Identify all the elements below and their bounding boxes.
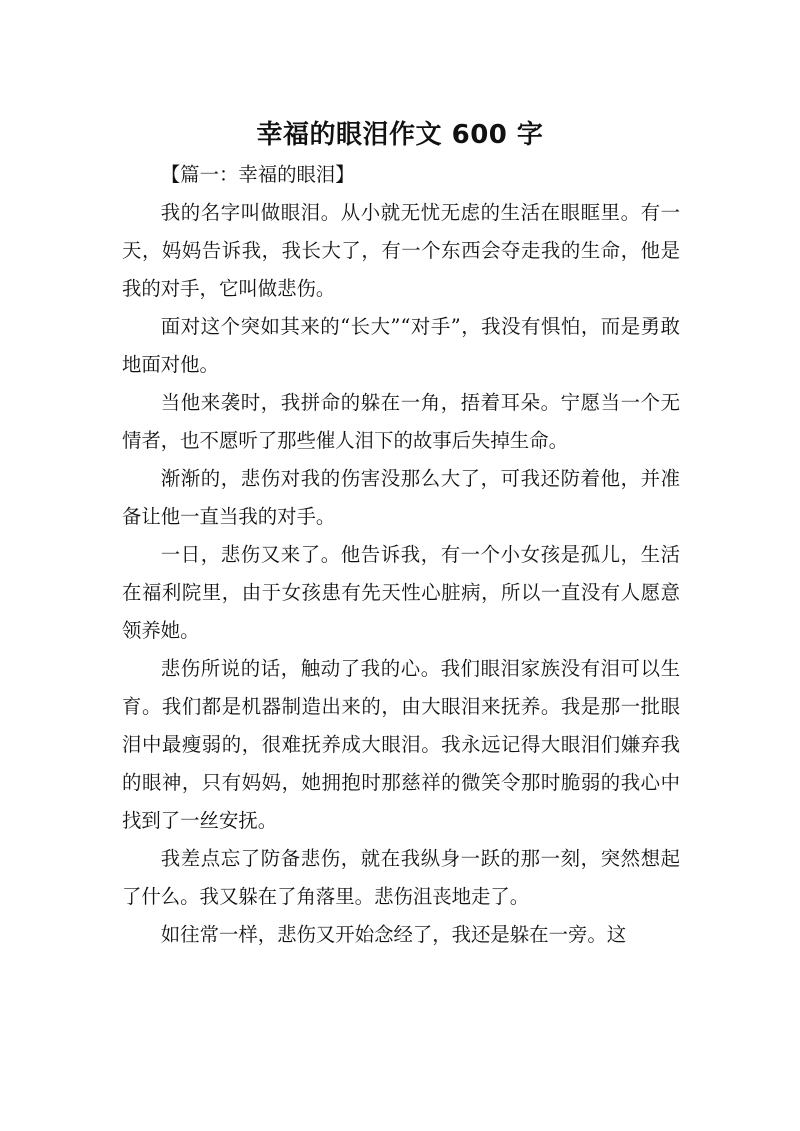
paragraph-7: 我差点忘了防备悲伤，就在我纵身一跃的那一刻，突然想起了什么。我又躲在了角落里。悲伤沮丧地走了。	[122, 847, 680, 908]
paragraph-3: 当他来袭时，我拼命的躲在一角，捂着耳朵。宁愿当一个无情者，也不愿听了那些催人泪下的故事后失掉生命。	[122, 391, 680, 452]
paragraph-8: 如往常一样，悲伤又开始念经了，我还是躲在一旁。这	[160, 923, 627, 946]
section-heading: 【篇一：幸福的眼泪】	[160, 163, 355, 186]
document-body	[122, 156, 680, 954]
paragraph-6: 悲伤所说的话，触动了我的心。我们眼泪家族没有泪可以生育。我们都是机器制造出来的，由大眼泪来抚养。我是那一批眼泪中最瘦弱的，很难抚养成大眼泪。我永远记得大眼泪们嫌弃我的眼神，只有妈妈，她拥抱时那慈祥的微笑令那时脆弱的我心中找到了一丝安抚。	[122, 657, 680, 832]
paragraph-5: 一日，悲伤又来了。他告诉我，有一个小女孩是孤儿，生活在福利院里，由于女孩患有先天性心脏病，所以一直没有人愿意领养她。	[122, 543, 680, 642]
paragraph-4: 渐渐的，悲伤对我的伤害没那么大了，可我还防着他，并准备让他一直当我的对手。	[122, 467, 680, 528]
document-title: 幸福的眼泪作文 600 字	[256, 120, 544, 151]
paragraph-1: 我的名字叫做眼泪。从小就无忧无虑的生活在眼眶里。有一天，妈妈告诉我，我长大了，有一个东西会夺走我的生命，他是我的对手，它叫做悲伤。	[122, 201, 680, 300]
paragraph-2: 面对这个突如其来的“长大”“对手”，我没有惧怕，而是勇敢地面对他。	[122, 315, 680, 376]
